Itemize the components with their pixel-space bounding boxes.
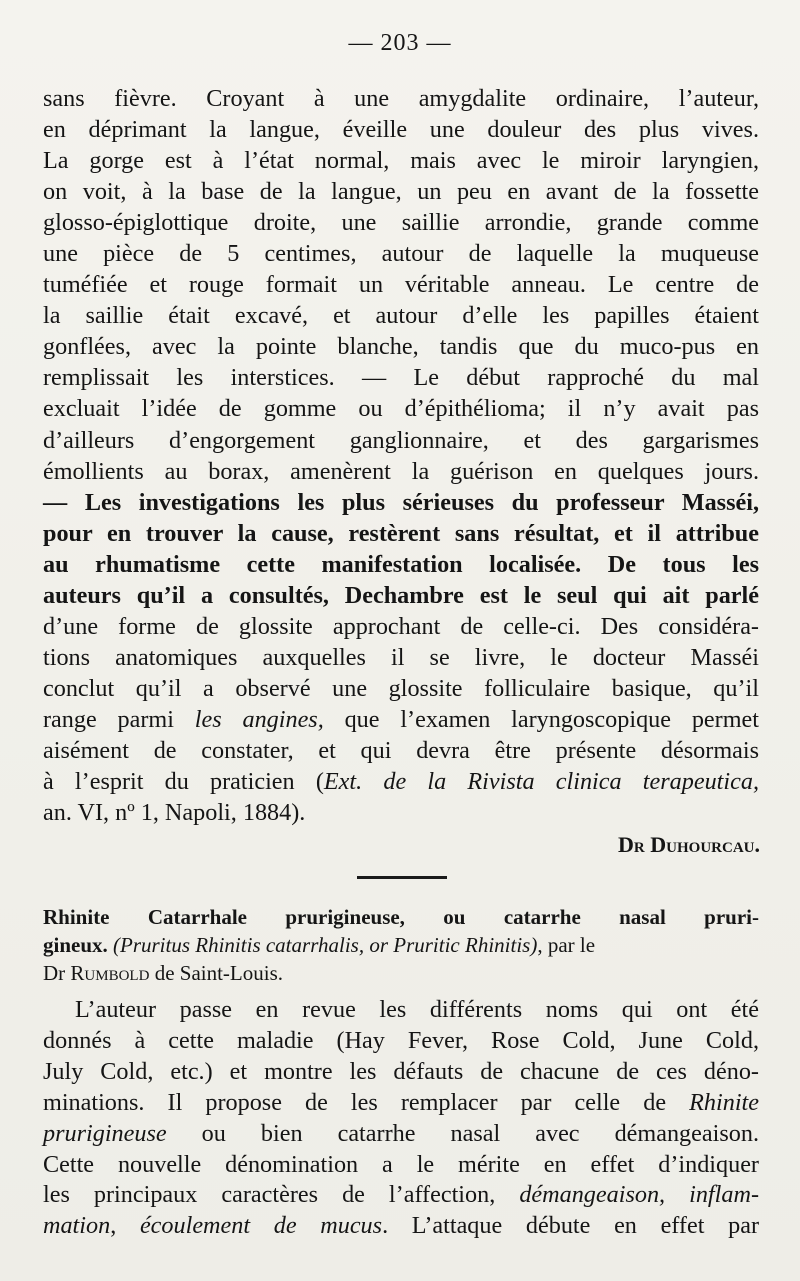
text-fragment: que l’examen laryngoscopique permet <box>323 705 759 733</box>
text-line: L’auteur passe en revue les différents noms qui ont été <box>75 996 759 1023</box>
title-line <box>43 903 759 931</box>
author-suffix: de Saint-Louis. <box>149 961 284 985</box>
italic-fragment: mation <box>43 1212 111 1240</box>
text-fragment: , <box>110 1212 140 1240</box>
article-body <box>43 995 759 1242</box>
text-line <box>43 1180 759 1211</box>
title-bold: Rhinite Catarrhale prurigineuse, ou catarrhe nasal pruri- <box>43 905 759 929</box>
text-line: conclut qu’il a observé une glossite folliculaire basique, qu’il <box>43 674 759 702</box>
italic-fragment: les angines, <box>194 705 324 733</box>
text-line: sans fièvre. Croyant à une amygdalite ordinaire, l’auteur, <box>43 85 759 112</box>
italic-fragment: démangeaison, inflam- <box>519 1181 759 1209</box>
text-fragment: minations. Il propose de les remplacer par celle de <box>43 1088 690 1116</box>
text-line: gonflées, avec la pointe blanche, tandis que du muco-pus en <box>43 333 759 361</box>
italic-fragment: Ext. de la Rivista clinica terapeutica, <box>323 768 759 796</box>
text-line <box>43 1088 759 1119</box>
text-line: donnés à cette maladie (Hay Fever, Rose Cold, June Cold, <box>43 1026 759 1054</box>
text-line: excluait l’idée de gomme ou d’épithélioma; il n’y avait pas <box>43 395 759 423</box>
section-divider <box>357 876 447 879</box>
text-fragment: les principaux caractères de l’affection, <box>43 1181 520 1209</box>
italic-fragment: prurigineuse <box>43 1119 167 1147</box>
text-fragment: . L’attaque débute en effet par <box>382 1212 759 1240</box>
page-number: — 203 — <box>348 30 452 56</box>
title-italic: (Pruritus Rhinitis catarrhalis, or Pruritic Rhinitis) <box>113 933 538 957</box>
title-line <box>43 931 759 959</box>
text-line: d’ailleurs d’engorgement ganglionnaire, et des gargarismes <box>43 426 759 454</box>
text-fragment: ou bien catarrhe nasal avec démangeaison. <box>166 1119 759 1147</box>
title-tail: , par le <box>537 933 596 957</box>
text-line: émollients au borax, amenèrent la guérison en quelques jours. <box>43 457 759 485</box>
article-body-continued <box>43 83 759 828</box>
text-line: Cette nouvelle dénomination a le mérite en effet d’indiquer <box>43 1150 759 1178</box>
text-line: tuméfiée et rouge formait un véritable anneau. Le centre de <box>43 271 759 299</box>
text-line <box>43 704 759 735</box>
text-line: La gorge est à l’état normal, mais avec le miroir laryngien, <box>43 147 759 175</box>
text-line: pour en trouver la cause, restèrent sans résultat, et il attribue <box>43 519 759 547</box>
title-bold: gineux. <box>43 933 108 957</box>
text-line: aisément de constater, et qui devra être présente désormais <box>43 736 759 764</box>
text-line: — Les investigations les plus sérieuses du professeur Masséi, <box>43 488 759 516</box>
text-line <box>43 766 759 797</box>
text-line: d’une forme de glossite approchant de celle-ci. Des considéra- <box>43 612 759 640</box>
text-line: remplissait les interstices. — Le début rapproché du mal <box>43 364 759 392</box>
text-fragment: à l’esprit du praticien ( <box>43 768 324 796</box>
text-line: tions anatomiques auxquelles il se livre, le docteur Masséi <box>43 643 759 671</box>
text-line <box>43 1119 759 1150</box>
text-line: on voit, à la base de la langue, un peu en avant de la fossette <box>43 178 759 206</box>
text-line: an. VI, nº 1, Napoli, 1884). <box>43 799 306 827</box>
text-line: auteurs qu’il a consultés, Dechambre est le seul qui ait parlé <box>43 581 759 609</box>
author-name: Rumbold <box>70 961 150 985</box>
italic-fragment: écoulement de mucus <box>139 1212 383 1240</box>
text-line: en déprimant la langue, éveille une douleur des plus vives. <box>43 116 759 144</box>
text-line <box>43 1211 759 1242</box>
text-line: July Cold, etc.) et montre les défauts de chacune de ces déno- <box>43 1057 759 1085</box>
author-signature: Dr Duhourcau. <box>618 832 760 857</box>
text-line: la saillie était excavé, et autour d’elle les papilles étaient <box>43 302 759 330</box>
title-author-line <box>43 959 759 987</box>
italic-fragment: Rhinite <box>689 1088 759 1116</box>
article-title <box>43 903 759 987</box>
text-line: une pièce de 5 centimes, autour de laquelle la muqueuse <box>43 240 759 268</box>
text-fragment: range parmi <box>43 705 195 733</box>
text-line: au rhumatisme cette manifestation localisée. De tous les <box>43 550 759 578</box>
author-prefix: Dr <box>43 961 71 985</box>
text-line: glosso-épiglottique droite, une saillie arrondie, grande comme <box>43 209 759 237</box>
